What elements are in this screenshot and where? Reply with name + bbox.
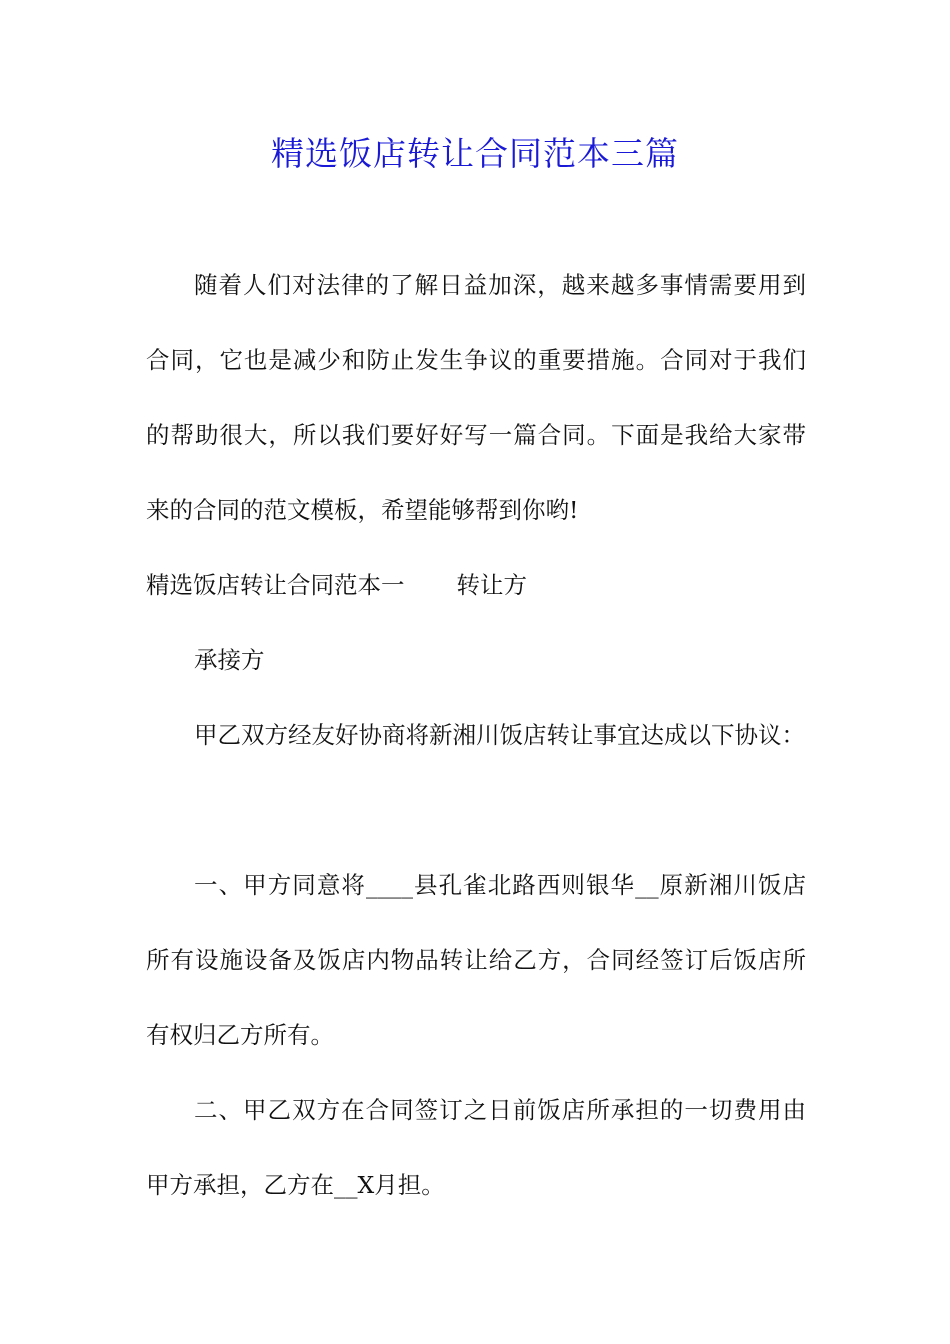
intro-line-4: 来的合同的范文模板，希望能够帮到你哟! [146,496,579,524]
intro-line-2: 合同，它也是减少和防止发生争议的重要措施。合同对于我们 [146,346,806,374]
party-transferor-label: 转让方 [456,571,527,599]
agreement-line: 甲乙双方经友好协商将新湘川饭店转让事宜达成以下协议： [194,721,805,749]
intro-line-1: 随着人们对法律的了解日益加深，越来越多事情需要用到 [194,271,806,299]
clause1-line-3: 有权归乙方所有。 [146,1021,334,1049]
party-transferee-label: 承接方 [194,646,265,674]
document-title: 精选饭店转让合同范本三篇 [271,134,679,173]
clause1-line-1: 一、甲方同意将____县孔雀北路西则银华__原新湘川饭店 [194,871,806,899]
clause1-line-2: 所有设施设备及饭店内物品转让给乙方，合同经签订后饭店所 [146,946,806,974]
section-heading: 精选饭店转让合同范本一 [146,571,405,599]
clause2-line-1: 二、甲乙双方在合同签订之日前饭店所承担的一切费用由 [194,1096,806,1124]
section-heading-line [146,568,806,602]
clause2-line-2: 甲方承担，乙方在__X月担。 [146,1171,445,1199]
intro-line-3: 的帮助很大，所以我们要好好写一篇合同。下面是我给大家带 [146,421,806,449]
